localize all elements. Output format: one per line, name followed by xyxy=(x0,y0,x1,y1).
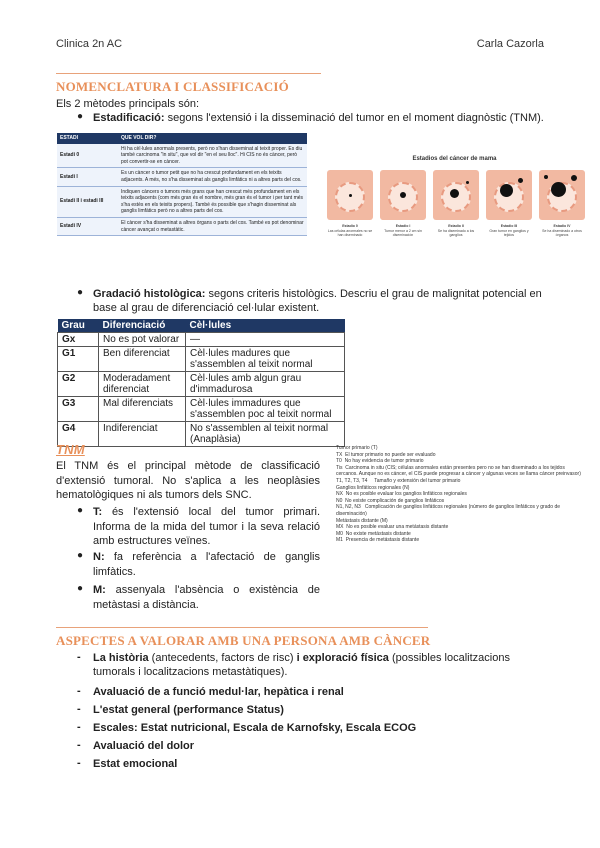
bullet-icon: ● xyxy=(77,287,84,298)
tnm-item-n: N: fa referència a l'afectació de ganglis limfàtics. xyxy=(93,551,320,578)
bullet-estadificacio: Estadificació: segons l'extensió i la disseminació del tumor en el moment diagnòstic (TNM). xyxy=(93,112,544,124)
table-row: Estadi I Es un càncer o tumor petit que no ha crescut profundament en els teixits adjacents. A més, no s'ha disseminat als ganglis limfàtics ni a altres parts del cos. xyxy=(57,168,307,186)
stage-illustration-1 xyxy=(380,170,426,220)
table-row: G4 Indiferenciat No s'assemblen al teixit normal (Anaplàsia) xyxy=(58,422,345,447)
aspect-item: Estat emocional xyxy=(93,758,178,770)
dash-bullet: - xyxy=(77,739,81,751)
table-row: Estadi IV El càncer s'ha disseminat a altres òrgans o parts del cos. També es pot denominar càncer avançat o metastàtic. xyxy=(57,217,307,235)
figure-title: Estadios del cáncer de mama xyxy=(412,156,497,162)
bullet-gradacio: Gradació histològica: segons criteris histològics. Descriu el grau de malignitat potencial en base al grau de diferenciació cel·lular existent. xyxy=(93,288,542,314)
aspect-item: L'estat general (performance Status) xyxy=(93,704,284,716)
table-row: G2 Moderadament diferenciat Cèl·lules amb algun grau d'immadurosa xyxy=(58,372,345,397)
section-rule xyxy=(56,73,321,74)
dash-bullet: - xyxy=(77,703,81,715)
table-row: Estadi 0 Hi ha cèl·lules anormals presents, però no s'han disseminat al teixit proper. Es diu també carcinoma "in situ", que vol dir "en el seu lloc". Hi CIS no és càncer, però pot convertir-se en càncer. xyxy=(57,144,307,168)
tumor-mark xyxy=(571,175,577,181)
staging-header-significat: QUE VOL DIR? xyxy=(118,133,307,144)
header-right: Carla Cazorla xyxy=(476,38,544,50)
tumor-mark xyxy=(544,175,548,179)
tumor-mark xyxy=(349,194,352,197)
tumor-mark xyxy=(450,189,459,198)
bullet-icon: ● xyxy=(77,505,84,516)
section-title-nomenclatura: NOMENCLATURA I CLASSIFICACIÓ xyxy=(56,79,289,94)
stage-illustration-0 xyxy=(327,170,373,220)
bullet-icon: ● xyxy=(77,550,84,561)
aspect-item: Avaluació de a funció medul·lar, hepàtica i renal xyxy=(93,686,344,698)
intro-text: Els 2 mètodes principals són: xyxy=(56,98,200,110)
table-row: G1 Ben diferenciat Cèl·lules madures que s'assemblen al teixit normal xyxy=(58,347,345,372)
aspect-item: Avaluació del dolor xyxy=(93,740,195,752)
aspect-item-historia: La història (antecedents, factors de risc) i exploració física (possibles localitzacions tumorals i localitzacions metastàtiques). xyxy=(93,652,510,678)
header-left: Clinica 2n AC xyxy=(56,38,123,50)
stage-label-3: Estadio III Gran tumor en ganglios y tejidos xyxy=(489,224,529,237)
stage-label-2: Estadio II Se ha diseminado a los ganglios xyxy=(437,224,475,237)
tnm-item-t: T: és l'extensió local del tumor primari. Informa de la mida del tumor i la seva relació amb estructures veïnes. xyxy=(93,506,320,547)
stage-label-1: Estadio I Tumor menor a 2 cm sin diseminación xyxy=(384,224,422,237)
staging-header-estadi: ESTADI xyxy=(57,133,118,144)
dash-bullet: - xyxy=(77,721,81,733)
grade-table xyxy=(57,319,345,447)
grade-header-cellules: Cèl·lules xyxy=(186,319,345,333)
tumor-mark xyxy=(518,178,523,183)
stage-label-0: Estadio 0 Las células anormales no se han diseminado xyxy=(327,224,373,237)
tumor-mark xyxy=(551,182,566,197)
tnm-title: TNM xyxy=(56,442,85,457)
section-title-aspectes: ASPECTES A VALORAR AMB UNA PERSONA AMB CÀNCER xyxy=(56,633,431,648)
stage-label-4: Estadio IV Se ha diseminado a otros órganos xyxy=(542,224,582,237)
stage-illustration-3 xyxy=(486,170,532,220)
stage-illustration-2 xyxy=(433,170,479,220)
bullet-icon: ● xyxy=(77,111,84,122)
table-row: Gx No es pot valorar — xyxy=(58,333,345,347)
staging-table xyxy=(57,133,307,236)
tumor-mark xyxy=(500,184,513,197)
stage-illustration-4 xyxy=(539,170,585,220)
section-rule xyxy=(56,627,428,628)
tumor-mark xyxy=(400,192,406,198)
dash-bullet: - xyxy=(77,685,81,697)
dash-bullet: - xyxy=(77,757,81,769)
table-row: G3 Mal diferenciats Cèl·lules immadures que s'assemblen poc al teixit normal xyxy=(58,397,345,422)
tnm-item-m: M: assenyala l'absència o existència de metàstasi a distància. xyxy=(93,584,320,611)
table-row: Estadi II i estadi III Indiquen càncers o tumors més grans que han crescut més profundament en els teixits adjacents (com més gran és el nombre, més gran és el tumor i per tant més s'ha estès en els teixits propers). També és possible que s'hagin disseminat als ganglis limfàtics però no a altres parts del cos. xyxy=(57,186,307,217)
aspect-item: Escales: Estat nutricional, Escala de Karnofsky, Escala ECOG xyxy=(93,722,417,734)
tnm-reference-box: Tumor primario (T) TX El tumor primario no puede ser evaluado T0 No hay evidencia de tumor primario Tis Carcinoma in situ (CIS; células anormales están presentes pero no se han diseminado a los tejidos cercanos. Aunque no es cáncer, el CIS puede progresar a cáncer y algunas veces se llama cáncer preinvasor) T1, T2, T3, T4 Tamaño y extensión del tumor primario Ganglios linfáticos regionales (N) NX No es posible evaluar los ganglios linfáticos regionales N0 No existe complicación de ganglios linfáticos N1, N2, N3 Complicación de ganglios linfáticos regionales (número de ganglios linfáticos y grado de diseminación) Metástasis distante (M) MX No es posible evaluar una metástasis distante M0 No existe metástasis distante M1 Presencia de metástasis distante xyxy=(336,445,581,544)
tnm-intro: El TNM és el principal mètode de classificació d'extensió tumoral. No s'aplica a les neoplàsies hematològiques ni als tumors dels SNC. xyxy=(56,460,320,501)
grade-header-grau: Grau xyxy=(58,319,99,333)
breast-cancer-stages-figure xyxy=(323,152,586,250)
dash-bullet: - xyxy=(77,651,81,663)
grade-header-diferenciacio: Diferenciació xyxy=(99,319,186,333)
bullet-icon: ● xyxy=(77,583,84,594)
tumor-mark xyxy=(466,181,469,184)
